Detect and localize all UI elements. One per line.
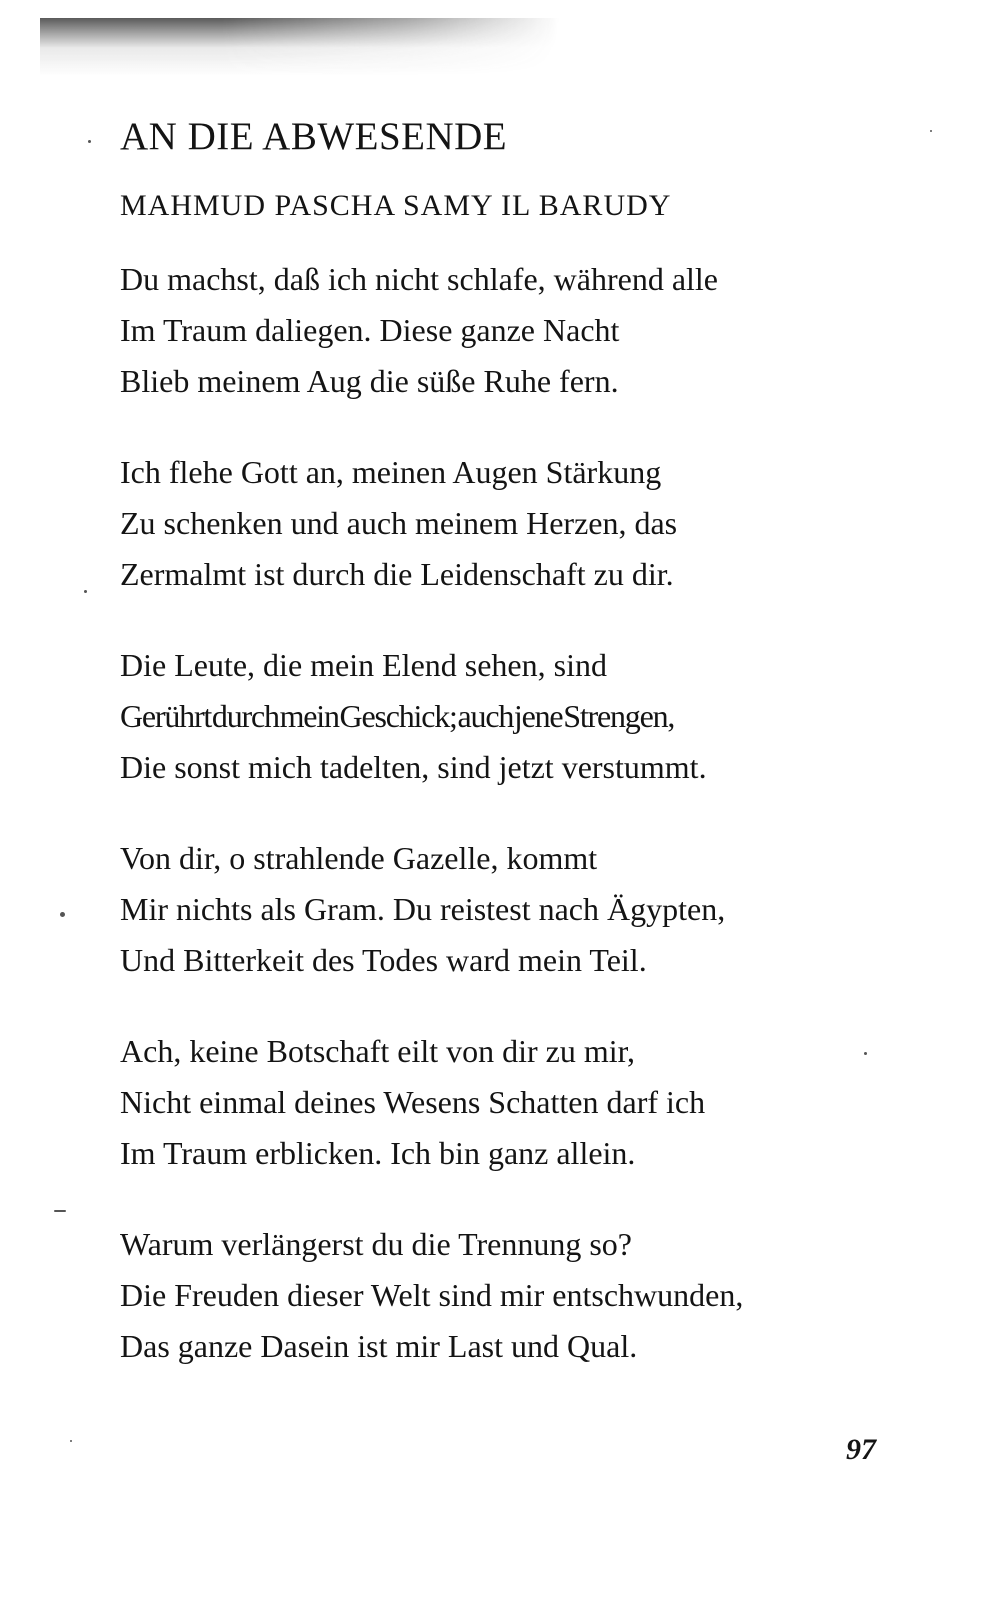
poem-line: Die Leute, die mein Elend sehen, sind xyxy=(120,647,607,683)
poem-line: Die Freuden dieser Welt sind mir entschwunden, xyxy=(120,1277,744,1313)
scan-smudge xyxy=(40,18,560,78)
page-number: 97 xyxy=(846,1433,876,1466)
scan-speck xyxy=(70,1440,72,1442)
scan-speck xyxy=(930,130,932,132)
stanza xyxy=(120,254,920,407)
stanza xyxy=(120,833,920,986)
poem-line: Blieb meinem Aug die süße Ruhe fern. xyxy=(120,363,619,399)
poem-body xyxy=(120,254,920,1412)
scan-speck xyxy=(864,1052,867,1055)
poem-line: Mir nichts als Gram. Du reistest nach Ägypten, xyxy=(120,891,726,927)
poem-line: Die sonst mich tadelten, sind jetzt verstummt. xyxy=(120,749,707,785)
poem-line: Von dir, o strahlende Gazelle, kommt xyxy=(120,840,598,876)
scan-speck xyxy=(54,1210,66,1212)
stanza xyxy=(120,1219,920,1372)
scan-speck xyxy=(88,140,91,143)
poem-line: Im Traum daliegen. Diese ganze Nacht xyxy=(120,312,620,348)
scan-speck xyxy=(84,590,87,593)
poem-line: Du machst, daß ich nicht schlafe, während alle xyxy=(120,261,718,297)
poem-author: MAHMUD PASCHA SAMY IL BARUDY xyxy=(120,189,672,222)
stanza xyxy=(120,447,920,600)
poem-line: Ach, keine Botschaft eilt von dir zu mir, xyxy=(120,1033,636,1069)
poem-line: Und Bitterkeit des Todes ward mein Teil. xyxy=(120,942,647,978)
poem-line: Ich flehe Gott an, meinen Augen Stärkung xyxy=(120,454,662,490)
poem-line: Zermalmt ist durch die Leidenschaft zu dir. xyxy=(120,556,674,592)
poem-line: Im Traum erblicken. Ich bin ganz allein. xyxy=(120,1135,636,1171)
poem-line: Nicht einmal deines Wesens Schatten darf ich xyxy=(120,1084,706,1120)
stanza xyxy=(120,640,920,793)
poem-line: Warum verlängerst du die Trennung so? xyxy=(120,1226,632,1262)
poem-title: AN DIE ABWESENDE xyxy=(120,115,508,158)
poem-line: Zu schenken und auch meinem Herzen, das xyxy=(120,505,678,541)
poem-line: Das ganze Dasein ist mir Last und Qual. xyxy=(120,1328,638,1364)
scan-speck xyxy=(60,912,65,917)
poem-line: Gerührt durch mein Geschick; auch jene Strengen, xyxy=(120,698,675,734)
stanza xyxy=(120,1026,920,1179)
